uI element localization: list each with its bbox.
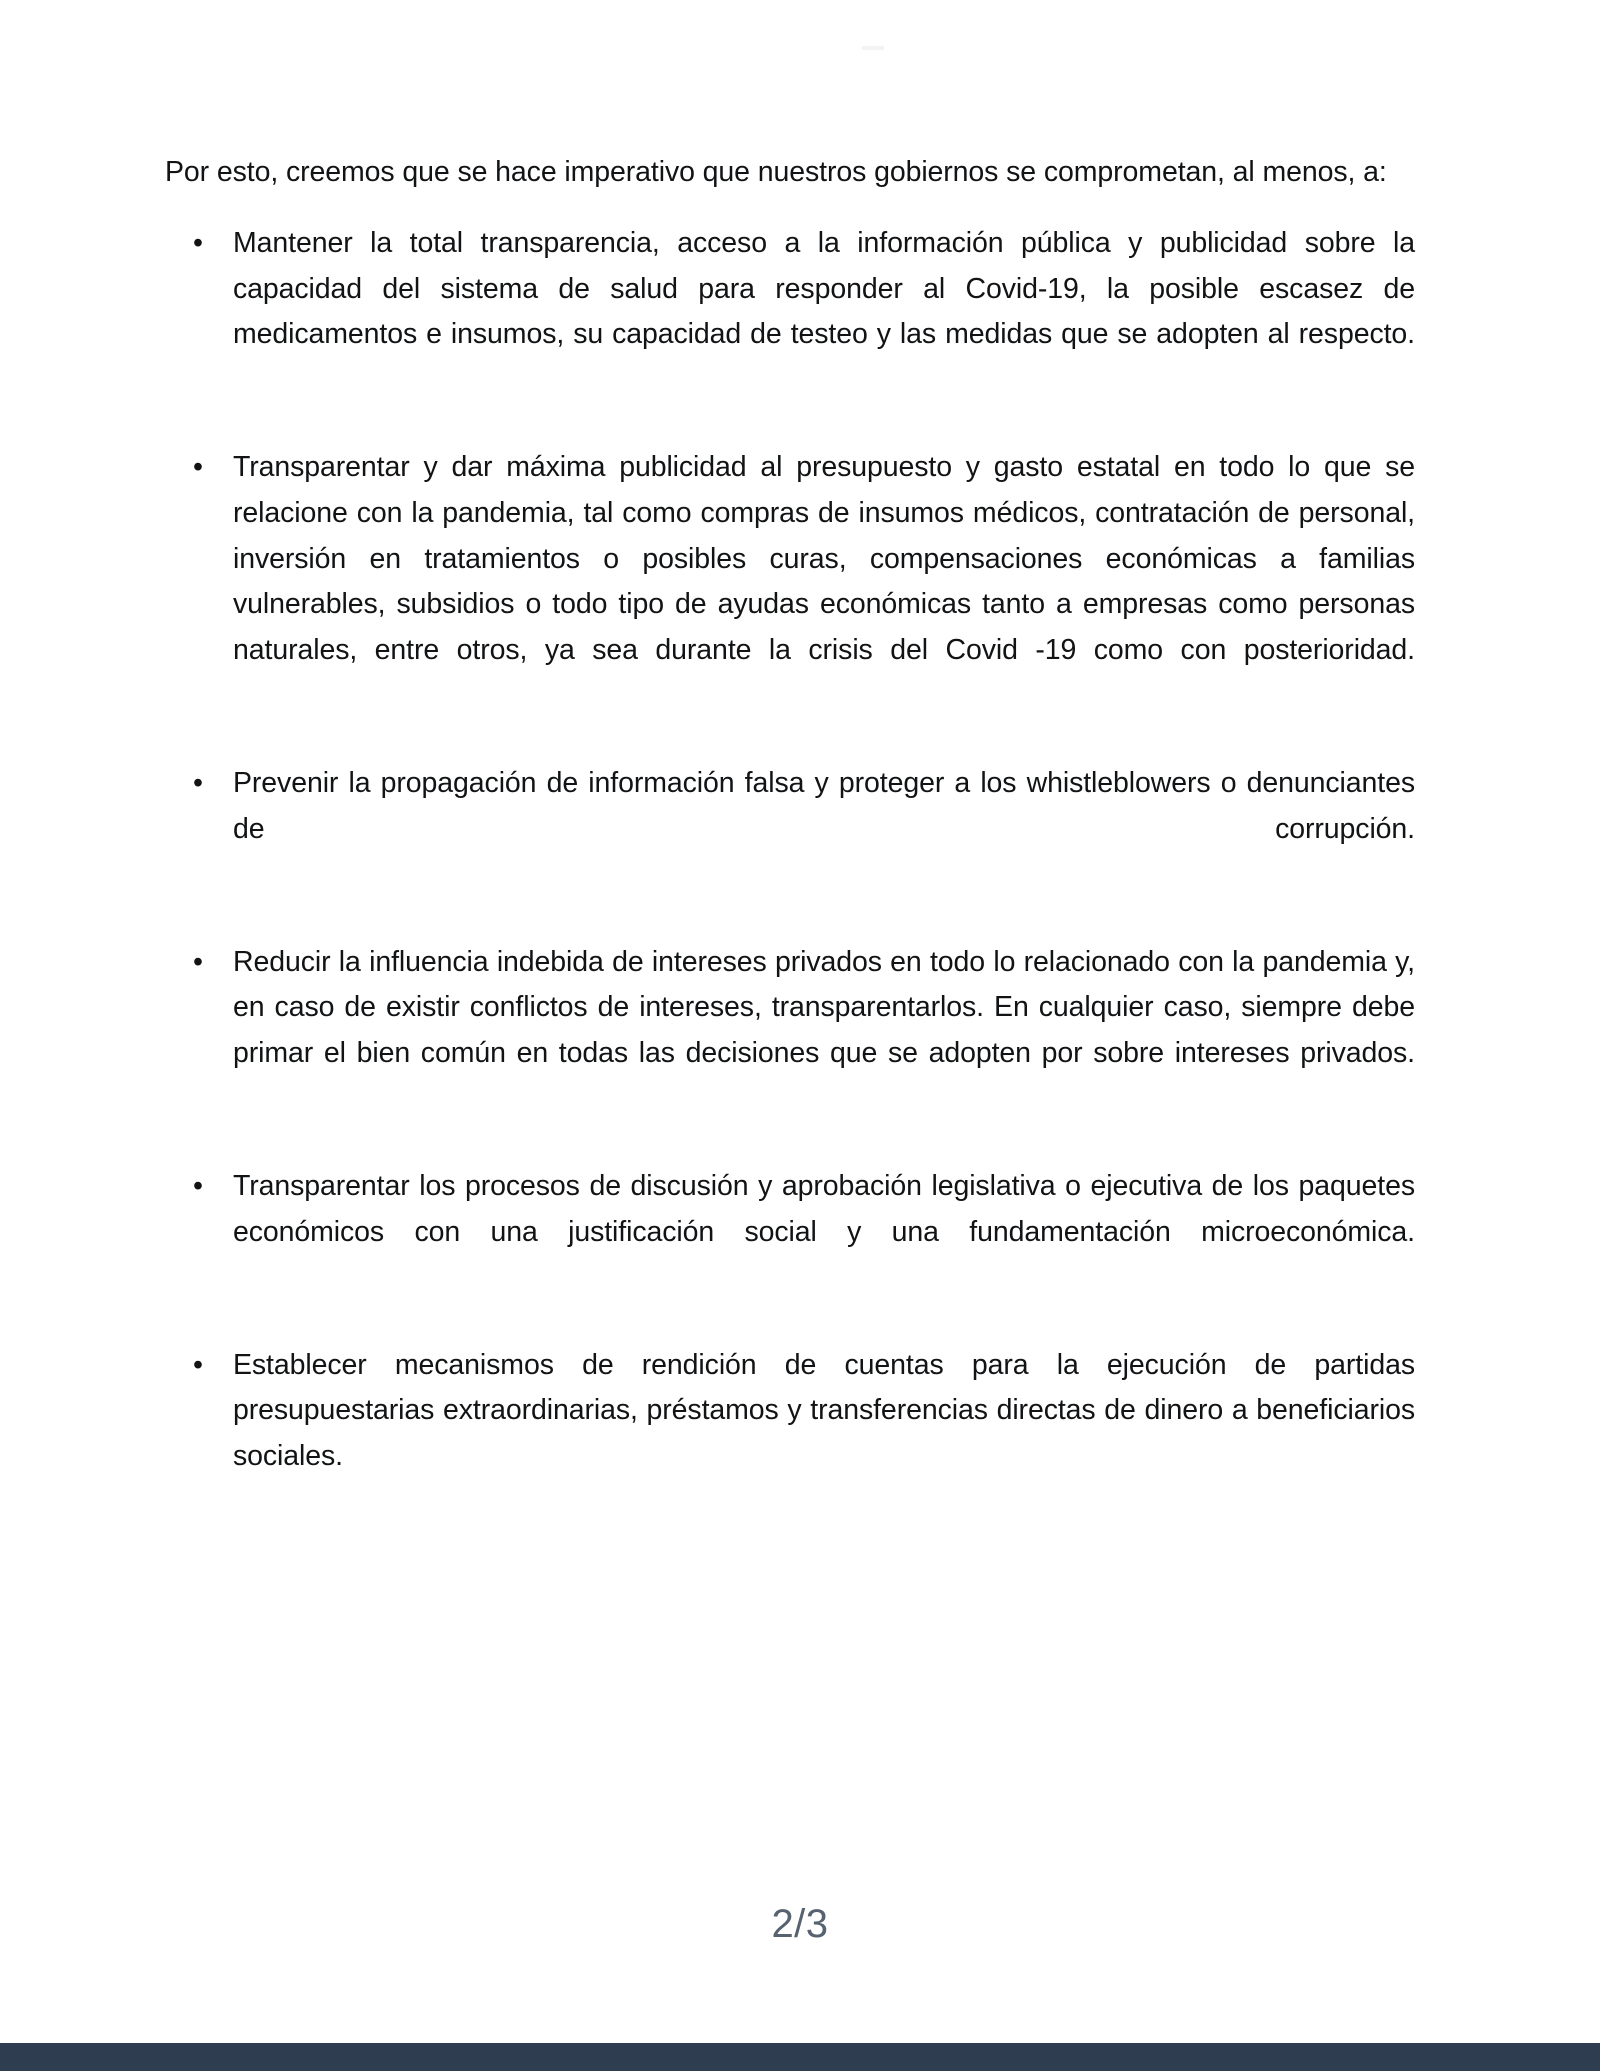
- intro-paragraph: Por esto, creemos que se hace imperativo que nuestros gobiernos se comprometan, al menos, a:: [165, 156, 1387, 188]
- list-item: [165, 940, 1415, 1122]
- bullet-point-icon: •: [193, 945, 203, 978]
- list-item-text: Prevenir la propagación de información falsa y proteger a los whistleblowers o denunciantes de corrupción.: [233, 766, 1415, 845]
- list-item: [165, 1343, 1415, 1525]
- list-item: [165, 1164, 1415, 1301]
- list-item: [165, 761, 1415, 898]
- bullet-point-icon: •: [193, 451, 203, 484]
- list-item-text: Reducir la influencia indebida de intereses privados en todo lo relacionado con la pandemia y, en caso de existir conflictos de intereses, transparentarlos. En cualquier caso, siempre debe primar el bien común en todas las decisiones que se adopten por sobre intereses privados.: [233, 945, 1415, 1069]
- list-item-text: Establecer mecanismos de rendición de cuentas para la ejecución de partidas presupuestarias extraordinarias, préstamos y transferencias directas de dinero a beneficiarios sociales.: [233, 1348, 1415, 1473]
- list-item: [165, 221, 1415, 403]
- bullet-point-icon: •: [193, 227, 203, 260]
- list-item-text: Transparentar los procesos de discusión y aprobación legislativa o ejecutiva de los paquetes económicos con una justificación social y una fundamentación microeconómica.: [233, 1170, 1415, 1248]
- list-item-text: Transparentar y dar máxima publicidad al presupuesto y gasto estatal en todo lo que se relacione con la pandemia, tal como compras de insumos médicos, contratación de personal, inversión en tratamientos o posibles curas, compensaciones económicas a familias vulnerables, subsidios o todo tipo de ayudas económicas tanto a empresas como personas naturales, entre otros, ya sea durante la crisis del Covid -19 como con posterioridad.: [233, 451, 1415, 666]
- bullet-point-icon: •: [193, 766, 203, 799]
- list-item: [165, 445, 1415, 719]
- bullet-point-icon: •: [193, 1348, 203, 1381]
- list-item-text: Mantener la total transparencia, acceso a la información pública y publicidad sobre la capacidad del sistema de salud para responder al Covid-19, la posible escasez de medicamentos e insumos, su capacidad de testeo y las medidas que se adopten al respecto.: [233, 227, 1415, 351]
- bullet-point-icon: •: [193, 1170, 203, 1203]
- page-number: 2/3: [771, 1902, 829, 1946]
- page-bottom-bar: [0, 2043, 1600, 2071]
- commitments-bullet-list: [165, 221, 1415, 1525]
